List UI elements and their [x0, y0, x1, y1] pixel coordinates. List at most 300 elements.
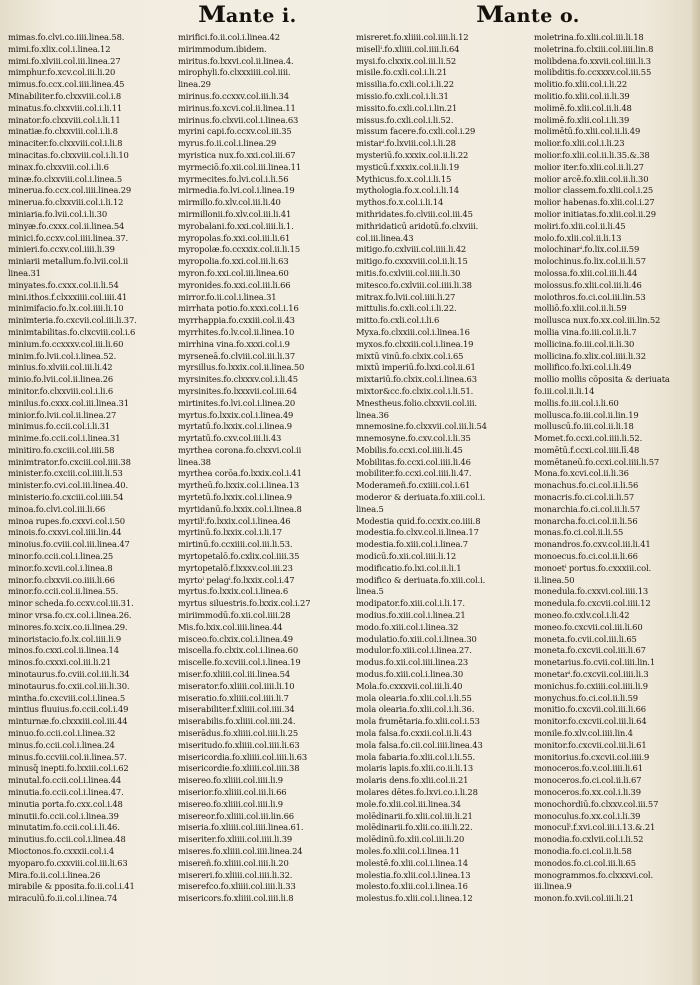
- index-entry: Mis.fo.lxix.col.iiii.linea.44: [178, 621, 283, 632]
- index-entry: minois.fo.cxxvi.col.iiii.lin.44: [8, 527, 122, 538]
- index-entry: misceo.fo.clxix.col.i.linea.49: [178, 633, 293, 644]
- index-entry: modicū.fo.xii.col.iiii.li.12: [356, 551, 457, 562]
- index-entry: minor scheda.fo.ccxv.col.iii.31.: [8, 598, 134, 609]
- index-entry: myrtatū.fo.lxxix.col.i.linea.9: [178, 421, 292, 432]
- index-column-4: [534, 32, 700, 905]
- index-entry: molior.fo.xlii.col.i.li.23: [534, 138, 625, 149]
- index-entry: myoparo.fo.cxxviii.col.iii.li.63: [8, 857, 128, 868]
- index-entry: monoculus.fo.xx.col.i.li.39: [534, 810, 641, 821]
- index-entry: myrmeciō.fo.xii.col.iii.linea.11: [178, 161, 302, 172]
- index-entry: minoa rupes.fo.cxxvi.col.i.50: [8, 515, 125, 526]
- index-entry: mola falsa.fo.cii.col.iiii.linea.43: [356, 739, 483, 750]
- index-entry: myrtinū.fo.lxxix.col.i.li.17: [178, 527, 282, 538]
- index-entry: myrus.fo.ii.col.i.linea.29: [178, 138, 277, 149]
- index-entry: missio.fo.cxli.col.i.li.31: [356, 90, 449, 101]
- page-edge: [692, 0, 700, 985]
- index-entry: minitiro.fo.cxciii.col.iiii.58: [8, 444, 115, 455]
- index-entry: myrmecites.fo.lvi.col.i.li.56: [178, 173, 289, 184]
- index-entry: monarcha.fo.ci.col.ii.li.56: [534, 515, 638, 526]
- index-entry: molitio.fo.xlii.col.i.li.22: [534, 79, 628, 90]
- index-entry: mitrax.fo.lvii.col.iiii.li.27: [356, 291, 456, 302]
- index-entry: mola fabaria.fo.xlii.col.i.li.55.: [356, 751, 475, 762]
- index-entry: minim.fo.lvii.col.i.linea.52.: [8, 350, 117, 361]
- index-entry: molestia.fo.xlii.col.i.linea.13: [356, 869, 471, 880]
- index-entry: monodia.fo.cxlvii.col.i.li.52: [534, 834, 644, 845]
- index-entry: molo.fo.xlii.col.ii.li.13: [534, 232, 622, 243]
- index-entry: myrtilⁱ.fo.lxxix.col.i.linea.46: [178, 515, 291, 526]
- index-entry: myrsillus.fo.lxxix.col.ii.linea.50: [178, 362, 305, 373]
- index-entry: mistarⁱ.fo.lxviii.col.i.li.28: [356, 138, 456, 149]
- index-entry: minusq̄ inepti.fo.lxxiii.col.i.62: [8, 763, 129, 774]
- index-entry: modestia.fo.xiii.col.i.linea.7: [356, 539, 468, 550]
- index-entry: misereo.fo.xliiii.col.iiii.li.9: [178, 775, 283, 786]
- index-entry: misericordia.fo.xliiii.col.iiii.li.63: [178, 751, 307, 762]
- index-entry: mittulis.fo.cxli.col.i.li.22.: [356, 303, 457, 314]
- index-entry: monoculⁱ.f.xvi.col.iii.i.13.&.21: [534, 822, 656, 833]
- index-entry: minotaurus.fo.cxii.col.iii.li.30.: [8, 680, 130, 691]
- index-entry: modifico & deriuata.fo.xiii.col.i.: [356, 574, 486, 585]
- index-entry: Mobilis.fo.ccxi.col.iiii.li.45: [356, 444, 463, 455]
- head-text-left: ante i.: [225, 5, 297, 27]
- index-entry: mollifico.fo.lxi.col.i.li.49: [534, 362, 632, 373]
- index-entry: mysteriū.fo.xxxix.col.ii.li.22: [356, 149, 469, 160]
- index-entry: moneo.fo.cxcvii.col.iii.li.60: [534, 621, 643, 632]
- index-entry: moneo.fo.cxlv.col.i.li.42: [534, 610, 630, 621]
- index-entry: molimē.fo.xlii.col.ii.li.48: [534, 102, 632, 113]
- index-entry: minimteria.fo.cxcvii.col.iii.li.37.: [8, 315, 137, 326]
- index-entry: miseriter.fo.xliiii.col.iiii.li.39: [178, 834, 293, 845]
- index-entry: Myxa.fo.clxxiii.col.i.linea.16: [356, 326, 470, 337]
- index-entry: minturnæ.fo.clxxxiii.col.iii.44: [8, 716, 128, 727]
- index-entry: fo.iii.col.ii.li.14: [534, 385, 595, 396]
- index-entry: mysi.fo.clxxix.col.iii.li.52: [356, 55, 457, 66]
- index-entry: moletrina.fo.clxiii.col.iiii.lin.8: [534, 43, 654, 54]
- index-entry: miserefco.fo.xliiii.col.iiii.li.33: [178, 881, 296, 892]
- index-entry: minutia porta.fo.cxx.col.i.48: [8, 798, 123, 809]
- index-entry: moletrina.fo.xlii.col.iii.li.18: [534, 32, 644, 42]
- index-entry: mixtor&cc.fo.clxix.col.i.li.51.: [356, 385, 474, 396]
- index-entry: linea.31: [8, 267, 41, 278]
- index-entry: myropolia.fo.xxi.col.iii.li.63: [178, 256, 289, 267]
- index-entry: modo.fo.xiii.col.i.linea.32: [356, 621, 459, 632]
- index-entry: mollicina.fo.xlix.col.iiii.li.32: [534, 350, 646, 361]
- index-entry: misereñ.fo.xliiii.col.iiii.li.20: [178, 857, 289, 868]
- index-entry: minus.fo.ccii.col.i.linea.24: [8, 739, 115, 750]
- index-entry: mirror.fo.ii.col.i.linea.31: [178, 291, 277, 302]
- index-entry: miseritudo.fo.xliiii.col.iiii.li.63: [178, 739, 300, 750]
- index-entry: monichus.fo.cxiiii.col.iiii.li.9: [534, 680, 648, 691]
- index-entry: minime.fo.ccii.col.i.linea.31: [8, 433, 121, 444]
- index-entry: myrini capi.fo.ccxv.col.iii.35: [178, 126, 292, 137]
- index-entry: molochinus.fo.lix.col.ii.li.57: [534, 256, 646, 267]
- index-entry: modificatio.fo.lxi.col.ii.li.1: [356, 562, 462, 573]
- index-entry: molibditis.fo.ccxxxv.col.iii.55: [534, 67, 652, 78]
- index-entry: myrobalani.fo.xxi.col.iiii.li.1.: [178, 220, 294, 231]
- index-entry: mirinus.fo.clxvii.col.i.linea.63: [178, 114, 299, 125]
- index-entry: monetarius.fo.cvii.col.iiii.lin.1: [534, 657, 656, 668]
- index-entry: momētaneū.fo.ccxi.col.iiii.li.57: [534, 456, 660, 467]
- index-entry: linea.38: [178, 456, 211, 467]
- index-entry: minos.fo.cxxi.col.ii.linea.14: [8, 645, 119, 656]
- index-entry: mollicina.fo.iii.col.ii.li.30: [534, 338, 635, 349]
- index-entry: myrsinites.fo.clxxxv.col.i.li.45: [178, 374, 298, 385]
- index-entry: monandros.fo.cxv.col.iii.li.41: [534, 539, 651, 550]
- index-entry: missilia.fo.cxli.col.i.li.22: [356, 79, 454, 90]
- index-entry: Momet.fo.ccxi.col.iiii.li.52.: [534, 433, 643, 444]
- index-entry: monedula.fo.cxxvi.col.iiii.13: [534, 586, 649, 597]
- index-entry: moliri.fo.xlii.col.ii.li.45: [534, 220, 626, 231]
- index-entry: mirmillo.fo.xlv.col.iii.li.40: [178, 197, 281, 208]
- index-entry: myrtidanū.fo.lxxix.col.i.linea.8: [178, 503, 302, 514]
- index-entry: minuo.fo.ccii.col.i.linea.32: [8, 728, 116, 739]
- index-entry: myrtoⁱ pelagⁱ.fo.lxxix.col.i.47: [178, 574, 295, 585]
- index-entry: mobiliter.fo.ccxi.col.iiii.li.47.: [356, 468, 472, 479]
- index-entry: monedula.fo.cxcvii.col.iiii.12: [534, 598, 651, 609]
- index-entry: mirifici.fo.ii.col.i.linea.42: [178, 32, 280, 42]
- index-entry: molaris dens.fo.xlii.col.ii.21: [356, 775, 469, 786]
- index-entry: myrtopetalō.fo.cxlix.col.iiii.35: [178, 551, 300, 562]
- index-entry: mollio mollis cōposita & deriuata: [534, 374, 670, 385]
- index-entry: myropolas.fo.xxi.col.iii.li.61: [178, 232, 291, 243]
- index-entry: mola falsa.fo.cxxii.col.ii.li.43: [356, 728, 472, 739]
- index-entry: minutius.fo.ccii.col.i.linea.48: [8, 834, 126, 845]
- index-entry: monitio.fo.cxcvii.col.iii.li.66: [534, 704, 646, 715]
- index-entry: molimē.fo.xlii.col.i.li.39: [534, 114, 630, 125]
- index-entry: minutia.fo.ccii.col.i.linea.47.: [8, 787, 124, 797]
- index-entry: col.iii.linea.43: [356, 232, 414, 243]
- index-entry: minor vrsa.fo.cx.col.i.linea.26.: [8, 610, 132, 621]
- index-entry: myrtatū.fo.cxv.col.iii.li.43: [178, 433, 282, 444]
- index-entry: miscelle.fo.xcviii.col.i.linea.19: [178, 657, 301, 668]
- index-entry: monoceros.fo.v.col.iiii.li.61: [534, 763, 643, 774]
- index-entry: monachus.fo.ci.col.ii.li.56: [534, 480, 639, 491]
- index-entry: mirinus.fo.ccxxv.col.iii.li.34: [178, 90, 289, 101]
- index-entry: Mobilitas.fo.ccxi.col.iiii.li.46: [356, 456, 471, 467]
- index-entry: monarchia.fo.ci.col.ii.li.57: [534, 503, 641, 514]
- index-entry: ii.linea.50: [534, 574, 575, 585]
- index-entry: molibdena.fo.xxvii.col.iiii.li.3: [534, 55, 651, 66]
- index-entry: moles.fo.xlii.col.i.linea.11: [356, 845, 460, 856]
- index-entry: myropolæ.fo.ccxxix.col.ii.li.15: [178, 244, 301, 255]
- index-entry: linea.5: [356, 586, 384, 597]
- index-entry: myronides.fo.xxi.col.iii.li.66: [178, 279, 291, 290]
- index-entry: myrthea corona.fo.clxxvi.col.ii: [178, 444, 302, 455]
- index-entry: molaris lapis.fo.xlii.co.ii.li.13: [356, 763, 474, 774]
- index-entry: minutii.fo.ccii.col.i.linea.39: [8, 810, 119, 821]
- index-entry: miserior.fo.xliiii.col.iii.li.66: [178, 787, 287, 797]
- index-entry: mole.fo.xlii.col.iii.linea.34: [356, 798, 461, 809]
- index-entry: misellⁱ.fo.xliiii.col.iiii.li.64: [356, 43, 460, 54]
- running-head-right: [478, 2, 580, 28]
- index-entry: Mythicus.fo.x.col.i.li.15: [356, 173, 452, 184]
- index-entry: minutatim.fo.ccii.col.i.li.46.: [8, 822, 120, 833]
- index-entry: minyates.fo.cxxx.col.ii.li.54: [8, 279, 119, 290]
- index-entry: monacris.fo.ci.col.ii.li.57: [534, 492, 635, 503]
- index-entry: Minabiliter.fo.clxxviii.col.i.8: [8, 90, 122, 101]
- index-entry: minister.fo.cxciii.col.iiii.li.53: [8, 468, 123, 479]
- index-entry: mirimmodum.ibidem.: [178, 43, 267, 54]
- index-entry: misericordie.fo.xliiii.col.iiii.38: [178, 763, 300, 774]
- index-entry: mithridates.fo.clviii.col.iii.45: [356, 208, 473, 219]
- index-entry: monitor.fo.cxcvii.col.iii.li.61: [534, 739, 647, 750]
- index-entry: minimtrator.fo.cxciii.col.iiii.38: [8, 456, 131, 467]
- index-entry: molares dētes.fo.lxvi.co.i.li.28: [356, 787, 478, 797]
- index-entry: modius.fo.xiii.col.i.linea.21: [356, 610, 466, 621]
- index-entry: molēdinū.fo.xlii.col.iii.li.20: [356, 834, 465, 845]
- index-entry: monile.fo.xlv.col.iiii.lin.4: [534, 728, 633, 739]
- index-entry: minoristacio.fo.lx.col.iiii.li.9: [8, 633, 122, 644]
- index-entry: mimus.fo.ccx.col.iiii.linea.45: [8, 79, 125, 90]
- index-entry: mitto.fo.cxli.col.i.li.6: [356, 315, 440, 326]
- index-entry: monitorius.fo.cxcvii.col.iiii.9: [534, 751, 650, 762]
- index-entry: minitor.fo.clxxviii.col.i.li.6: [8, 385, 114, 396]
- index-entry: miraculū.fo.ii.col.i.linea.74: [8, 893, 118, 904]
- index-entry: myrtopetalō.f.lxxxv.col.iii.23: [178, 562, 293, 573]
- index-entry: molior iter.fo.xlii.col.ii.li.27: [534, 161, 644, 172]
- index-entry: minimus.fo.ccii.col.i.li.31: [8, 421, 111, 432]
- index-entry: miritus.fo.lxxvi.col.ii.linea.4.: [178, 55, 294, 66]
- index-entry: mythologia.fo.x.col.i.li.14: [356, 185, 459, 196]
- index-entry: modestia.fo.clxv.col.ii.linea.17: [356, 527, 479, 538]
- index-entry: mollusca.fo.iii.col.ii.lin.19: [534, 409, 639, 420]
- index-entry: molior arcē.fo.xlii.col.ii.li.30: [534, 173, 649, 184]
- index-entry: molothros.fo.ci.col.iii.lin.53: [534, 291, 646, 302]
- index-entry: misile.fo.cxli.col.i.li.21: [356, 67, 448, 78]
- index-entry: mimphur.fo.xcv.col.iii.li.20: [8, 67, 116, 78]
- index-entry: minimifacio.fo.lx.col.iiii.li.10: [8, 303, 124, 314]
- index-entry: mintius fluuius.fo.ccii.col.i.49: [8, 704, 129, 715]
- index-entry: Mnestheus.folio.clxxvii.col.iii.: [356, 397, 477, 408]
- index-entry: minæ.fo.clxxviii.col.i.linea.5: [8, 173, 123, 184]
- index-entry: minieri.fo.ccxv.col.iiii.li.39: [8, 244, 115, 255]
- index-entry: mitigo.fo.cxxxviii.col.ii.li.15: [356, 256, 468, 267]
- index-entry: mini.ithos.f.clxxxiiii.col.iiii.41: [8, 291, 128, 302]
- index-entry: mirinus.fo.xcvi.col.ii.linea.11: [178, 102, 296, 113]
- index-entry: minerua.fo.clxxviii.col.i.li.12: [8, 197, 124, 208]
- index-entry: minoa.fo.clvi.col.iii.li.66: [8, 503, 106, 514]
- index-entry: minyæ.fo.cxxx.col.ii.linea.54: [8, 220, 125, 231]
- index-entry: molochinarⁱ.fo.lix.col.ii.59: [534, 244, 640, 255]
- index-entry: molossus.fo.xlii.col.iii.li.46: [534, 279, 642, 290]
- index-entry: minor.fo.clxxvii.co.iiii.li.66: [8, 574, 115, 585]
- index-entry: monoecus.fo.ci.col.ii.li.66: [534, 551, 638, 562]
- index-entry: molior.fo.xlii.col.ii.li.35.&.38: [534, 149, 650, 160]
- index-entry: minior.fo.lvii.col.ii.linea.27: [8, 409, 117, 420]
- index-entry: mixtariū.fo.clxix.col.i.linea.63: [356, 374, 477, 385]
- index-entry: miniaria.fo.lvii.col.i.li.30: [8, 208, 107, 219]
- index-entry: linea.36: [356, 409, 389, 420]
- index-entry: misereor.fo.xliiii.col.iii.lin.66: [178, 810, 294, 821]
- index-entry: mirrhata potio.fo.xxxi.col.i.16: [178, 303, 299, 314]
- index-entry: Mola.fo.cxxxvii.col.iii.li.40: [356, 680, 463, 691]
- index-entry: Mona.fo.xcvi.col.ii.li.36: [534, 468, 629, 479]
- index-entry: minator.fo.clxxviii.col.i.li.11: [8, 114, 121, 125]
- index-entry: monodia.fo.ci.col.ii.li.58: [534, 845, 632, 856]
- index-entry: molimētū.fo.xlii.col.ii.li.49: [534, 126, 641, 137]
- index-entry: mitesco.fo.cxlviii.col.iiii.li.38: [356, 279, 472, 290]
- index-entry: monas.fo.ci.col.ii.li.55: [534, 527, 624, 538]
- index-entry: Modestia quid.fo.ccxix.co.iiii.8: [356, 515, 481, 526]
- index-entry: modulor.fo.xiii.col.i.linea.27.: [356, 645, 472, 656]
- index-entry: mirtinū.fo.ccxiiii.col.iii.li.53.: [178, 539, 293, 550]
- index-entry: mimi.fo.xlix.col.i.linea.12: [8, 43, 111, 54]
- index-entry: missum facere.fo.cxli.col.i.29: [356, 126, 476, 137]
- index-entry: molluscū.fo.iii.col.ii.li.18: [534, 421, 634, 432]
- index-entry: monogrammos.fo.clxxxvi.col.: [534, 869, 653, 880]
- index-entry: myxos.fo.clxxiii.col.i.linea.19: [356, 338, 474, 349]
- index-entry: monetarⁱ.fo.cxcvii.col.iiii.li.3: [534, 669, 649, 680]
- index-entry: myrthea corōa.fo.lxxix.col.i.41: [178, 468, 302, 479]
- index-entry: molliō.fo.xlii.col.ii.li.59: [534, 303, 627, 314]
- index-entry: miseratio.fo.xliiii.col.iiii.li.7: [178, 692, 289, 703]
- index-entry: monychus.fo.ci.col.ii.li.59: [534, 692, 638, 703]
- index-entry: mimi.fo.xlviii.col.iii.linea.27: [8, 55, 121, 66]
- index-entry: mixtū vinū.fo.clxix.col.i.65: [356, 350, 464, 361]
- index-column-3: [356, 32, 524, 905]
- head-text-right: ante o.: [503, 5, 580, 27]
- index-entry: molēdinarii.fo.xlii.col.iii.li.21: [356, 810, 473, 821]
- index-entry: mola olearia.fo.xlii.col.i.li.36.: [356, 704, 475, 715]
- index-entry: myrtheū.fo.lxxix.col.i.linea.13: [178, 480, 300, 491]
- index-entry: monoceros.fo.xx.col.i.li.39: [534, 787, 641, 797]
- index-entry: monoetⁱ portus.fo.cxxxiii.col.: [534, 562, 652, 573]
- index-entry: Mioctonos.fo.cxxxii.col.i.4: [8, 845, 115, 856]
- index-entry: myrtus.fo.lxxix.col.i.linea.6: [178, 586, 288, 597]
- index-entry: mixtū imperiū.fo.lxxi.col.ii.61: [356, 362, 476, 373]
- index-column-1: [8, 32, 176, 905]
- index-entry: modipator.fo.xiii.col.i.li.17.: [356, 598, 465, 609]
- index-entry: ministerio.fo.cxciii.col.iiii.54: [8, 492, 124, 503]
- index-entry: moneta.fo.cxcvii.col.iii.li.67: [534, 645, 646, 656]
- index-entry: mnemosyne.fo.cxv.col.i.li.35: [356, 433, 471, 444]
- index-entry: misreret.fo.xliiii.col.iiii.li.12: [356, 32, 469, 42]
- index-entry: monon.fo.xvii.col.iii.li.21: [534, 893, 635, 904]
- index-entry: minor.fo.xcvii.col.i.linea.8: [8, 562, 113, 573]
- index-entry: Mira.fo.ii.col.i.linea.26: [8, 869, 101, 880]
- index-entry: monoceros.fo.ci.col.ii.li.67: [534, 775, 642, 786]
- index-entry: mirtinites.fo.lvi.col.i.linea.20: [178, 397, 296, 408]
- index-entry: mithridaticū aridotū.fo.clxviii.: [356, 220, 479, 231]
- index-entry: myrseneā.fo.clviii.col.iii.li.37: [178, 350, 296, 361]
- index-entry: minium.fo.ccxxxv.col.iii.li.60: [8, 338, 124, 349]
- index-entry: molossa.fo.xlii.col.iii.li.44: [534, 267, 638, 278]
- index-entry: minoius.fo.cviii.col.iii.linea.47: [8, 539, 130, 550]
- index-entry: iii.linea.9: [534, 881, 572, 892]
- index-entry: molēdinarii.fo.xlii.co.iii.li.22.: [356, 822, 473, 833]
- index-entry: monochordiū.fo.clxxv.col.iii.57: [534, 798, 659, 809]
- index-entry: miserādus.fo.xliiii.col.iiii.li.25: [178, 728, 299, 739]
- index-entry: misereo.fo.xliiii.col.iiii.li.9: [178, 798, 283, 809]
- index-entry: mitigo.fo.cxlviii.col.iiii.li.42: [356, 244, 467, 255]
- index-entry: mimas.fo.clvi.co.iiii.linea.58.: [8, 32, 125, 42]
- index-entry: minatus.fo.clxxviii.col.i.li.11: [8, 102, 123, 113]
- index-entry: molior initiatas.fo.xlii.col.ii.29: [534, 208, 656, 219]
- index-entry: myrtus.fo.lxxix.col.i.linea.49: [178, 409, 294, 420]
- index-entry: mola olearia.fo.xlii.col.i.li.55: [356, 692, 472, 703]
- head-initial-right: M: [476, 2, 505, 28]
- index-entry: minores.fo.xcix.co.ii.linea.29.: [8, 621, 128, 632]
- index-entry: linea.29: [178, 79, 211, 90]
- index-entry: myron.fo.xxi.col.iii.linea.60: [178, 267, 289, 278]
- index-entry: minerua.fo.ccx.col.iiii.linea.29: [8, 185, 132, 196]
- index-column-2: [178, 32, 346, 905]
- index-entry: miseres.fo.xliiii.col.iiii.linea.24: [178, 845, 303, 856]
- index-entry: minax.fo.clxxviii.col.i.li.6: [8, 161, 109, 172]
- running-head-left: [200, 2, 297, 28]
- index-entry: modus.fo.xiii.col.i.linea.30: [356, 669, 464, 680]
- index-entry: minio.fo.lvii.col.ii.linea.26: [8, 374, 114, 385]
- index-entry: myrrhites.fo.lv.col.ii.linea.10: [178, 326, 295, 337]
- index-entry: minotaurus.fo.cviii.col.iii.li.34: [8, 669, 130, 680]
- index-entry: mintha.fo.cxcviii.col.i.linea.5: [8, 692, 126, 703]
- index-entry: minister.fo.cvi.col.iii.linea.40.: [8, 480, 128, 491]
- index-entry: monitor.fo.cxcvii.col.iii.li.64: [534, 716, 647, 727]
- index-entry: mirabile & pposita.fo.ii.col.i.41: [8, 881, 135, 892]
- index-entry: molitio.fo.xlii.col.ii.li.39: [534, 90, 630, 101]
- index-entry: modus.fo.xii.col.iiii.linea.23: [356, 657, 469, 668]
- index-entry: molior classem.fo.xlii.col.i.25: [534, 185, 654, 196]
- index-entry: missito.fo.cxli.col.i.lin.21: [356, 102, 458, 113]
- index-entry: miriimmodū.fo.xii.col.iiii.28: [178, 610, 291, 621]
- index-entry: molesto.fo.xlii.col.i.linea.16: [356, 881, 468, 892]
- index-entry: mollis.fo.iii.col.i.li.60: [534, 397, 619, 408]
- index-entry: myrtus siluestris.fo.lxxix.col.i.27: [178, 598, 311, 609]
- index-entry: myrsinites.fo.lxxxvii.col.iii.64: [178, 385, 297, 396]
- index-entry: minacitas.fo.clxxviii.col.i.li.10: [8, 149, 129, 160]
- index-entry: mnemosine.fo.clxxvii.col.iii.li.54: [356, 421, 487, 432]
- index-entry: moneta.fo.cvii.col.iii.li.65: [534, 633, 637, 644]
- index-entry: miserator.fo.xliiii.col.iiii.li.10: [178, 680, 295, 691]
- index-entry: misericors.fo.xliiii.col.iiii.li.8: [178, 893, 294, 904]
- index-entry: mirophyli.fo.clxxxiiii.col.iiii.: [178, 67, 291, 78]
- index-entry: minus.fo.ccviii.col.ii.linea.57.: [8, 751, 127, 762]
- index-entry: miserabilis.fo.xliiii.col.iiii.24.: [178, 716, 296, 727]
- index-entry: myristica nux.fo.xxi.col.iii.67: [178, 149, 296, 160]
- index-entry: minor.fo.ccii.col.i.linea.25: [8, 551, 114, 562]
- index-entry: missus.fo.cxli.col.i.li.52.: [356, 114, 454, 125]
- index-entry: mollusca nux.fo.xx.col.iii.lin.52: [534, 315, 661, 326]
- index-entry: moderor & deriuata.fo.xiii.col.i.: [356, 492, 486, 503]
- index-entry: linea.5: [356, 503, 384, 514]
- index-entry: minor.fo.ccii.col.ii.linea.55.: [8, 586, 119, 597]
- index-entry: molestus.fo.xlii.col.i.linea.12: [356, 893, 473, 904]
- head-initial-left: M: [198, 2, 227, 28]
- index-entry: mola frumētaria.fo.xlii.col.i.53: [356, 716, 480, 727]
- index-entry: misereri.fo.xliiii.col.iiii.li.32.: [178, 869, 293, 880]
- index-entry: myrtetū.fo.lxxix.col.i.linea.9: [178, 492, 292, 503]
- index-entry: mirmillonii.fo.xlv.col.iii.li.41: [178, 208, 292, 219]
- index-entry: minaciter.fo.clxxviii.col.i.li.8: [8, 138, 123, 149]
- index-entry: mirmedia.fo.lvi.col.i.linea.19: [178, 185, 295, 196]
- index-entry: mitis.fo.cxlviii.col.iiii.li.30: [356, 267, 461, 278]
- index-entry: Moderameñ.fo.cxiiii.col.i.61: [356, 480, 471, 491]
- index-entry: minimtabilitas.fo.clxcviii.col.i.6: [8, 326, 136, 337]
- index-entry: minatiæ.fo.clxxviii.col.i.li.8: [8, 126, 118, 137]
- index-entry: minos.fo.cxxxi.col.iii.li.21: [8, 657, 112, 668]
- index-entry: mythos.fo.x.col.i.li.14: [356, 197, 444, 208]
- index-entry: minici.fo.ccxv.col.iiii.linea.37.: [8, 232, 129, 243]
- index-entry: minius.fo.xlviii.col.iii.li.42: [8, 362, 113, 373]
- index-entry: momētū.f.ccxi.col.iiii.lī.48: [534, 444, 640, 455]
- index-entry: miscella.fo.clxix.col.i.linea.60: [178, 645, 299, 656]
- index-entry: minilus.fo.cxxx.col.iii.linea.31: [8, 397, 129, 408]
- index-entry: mysticū.f.xxxix.col.ii.li.19: [356, 161, 460, 172]
- index-entry: minutal.fo.ccii.col.i.linea.44: [8, 775, 122, 786]
- index-entry: miserabiliter.f.xliiii.col.iiii.34: [178, 704, 295, 715]
- index-entry: mollia vina.fo.iii.col.ii.li.7: [534, 326, 637, 337]
- index-entry: myrrhappia.fo.cxxiii.col.ii.43: [178, 315, 295, 326]
- index-entry: miser.fo.xliiii.col.iii.linea.54: [178, 669, 291, 680]
